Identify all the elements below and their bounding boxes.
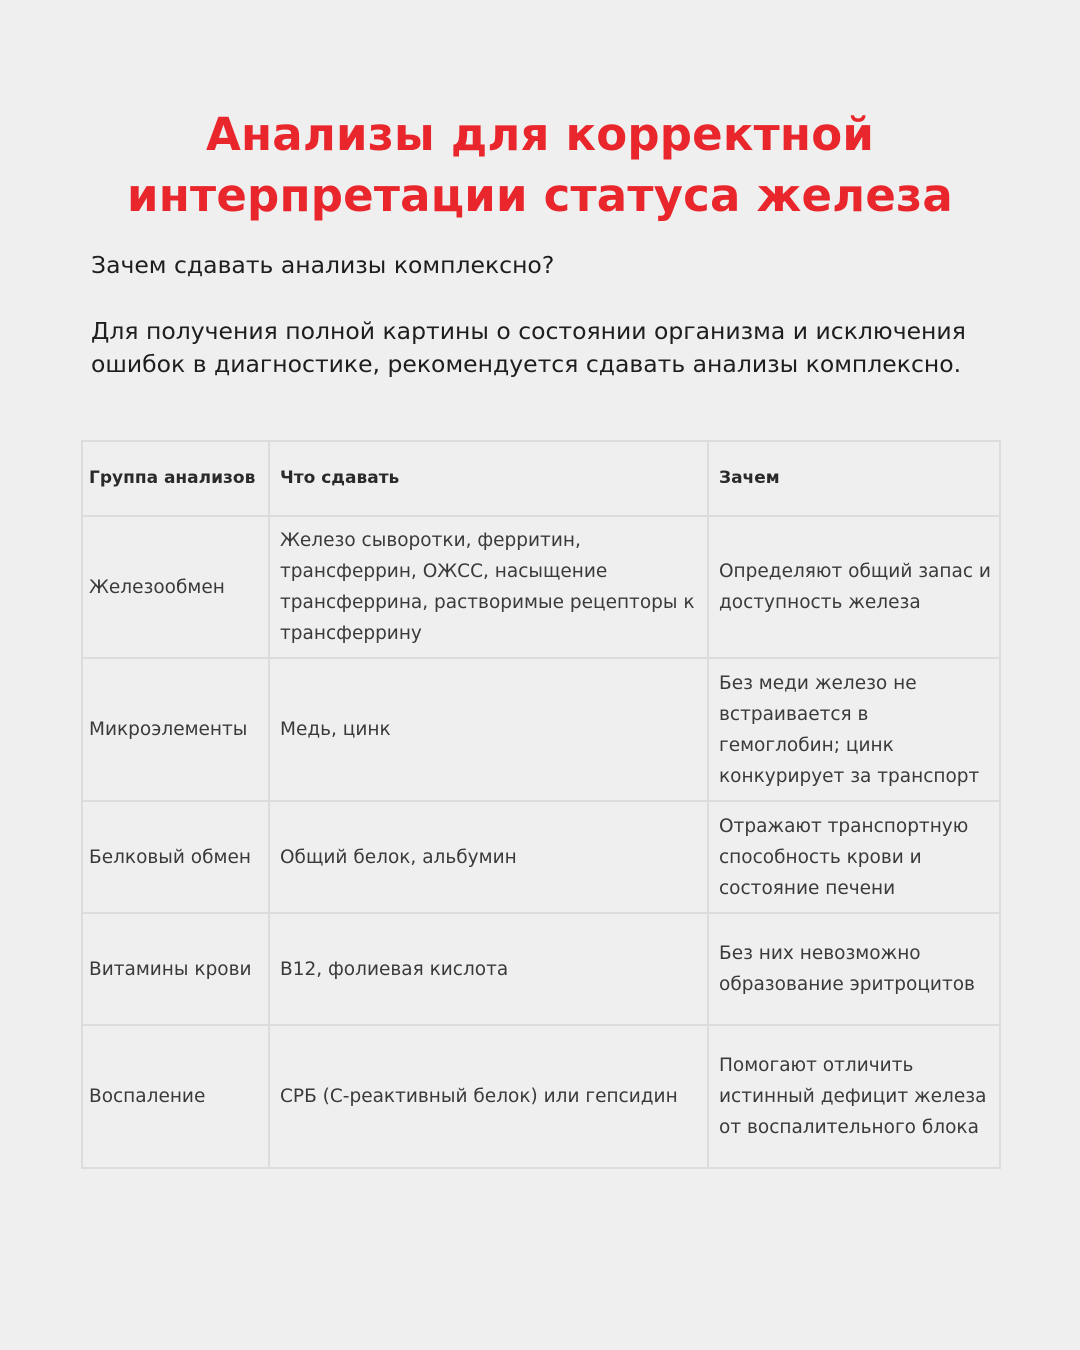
- cell-what: СРБ (С-реактивный белок) или гепсидин: [269, 1025, 708, 1168]
- cell-why: Без них невозможно образование эритроцитов: [708, 913, 1000, 1025]
- title-line-1: Анализы для корректной: [205, 108, 875, 161]
- table-row: [82, 1025, 1000, 1168]
- table-header-row: [82, 441, 1000, 516]
- cell-group: Воспаление: [82, 1025, 269, 1168]
- page-title: [0, 104, 1080, 226]
- intro-question: Зачем сдавать анализы комплексно?: [91, 251, 555, 279]
- table-row: [82, 658, 1000, 801]
- header-group: Группа анализов: [82, 441, 269, 516]
- cell-what: Железо сыворотки, ферритин, трансферрин, ОЖСС, насыщение трансферрина, растворимые рецепторы к трансферрину: [269, 516, 708, 658]
- intro-paragraph: Для получения полной картины о состоянии организма и исключения ошибок в диагностике, рекомендуется сдавать анализы комплексно.: [91, 317, 966, 378]
- table-row: [82, 913, 1000, 1025]
- analyses-table: [81, 440, 1001, 1169]
- cell-why: Помогают отличить истинный дефицит железа от воспалительного блока: [708, 1025, 1000, 1168]
- cell-group: Микроэлементы: [82, 658, 269, 801]
- header-what: Что сдавать: [269, 441, 708, 516]
- cell-group: Витамины крови: [82, 913, 269, 1025]
- cell-group: Железообмен: [82, 516, 269, 658]
- cell-what: B12, фолиевая кислота: [269, 913, 708, 1025]
- header-why: Зачем: [708, 441, 1000, 516]
- cell-what: Медь, цинк: [269, 658, 708, 801]
- table-row: [82, 801, 1000, 913]
- table-row: [82, 516, 1000, 658]
- cell-what: Общий белок, альбумин: [269, 801, 708, 913]
- cell-why: Без меди железо не встраивается в гемоглобин; цинк конкурирует за транспорт: [708, 658, 1000, 801]
- cell-group: Белковый обмен: [82, 801, 269, 913]
- title-line-2: интерпретации статуса железа: [127, 169, 953, 222]
- cell-why: Отражают транспортную способность крови и состояние печени: [708, 801, 1000, 913]
- cell-why: Определяют общий запас и доступность железа: [708, 516, 1000, 658]
